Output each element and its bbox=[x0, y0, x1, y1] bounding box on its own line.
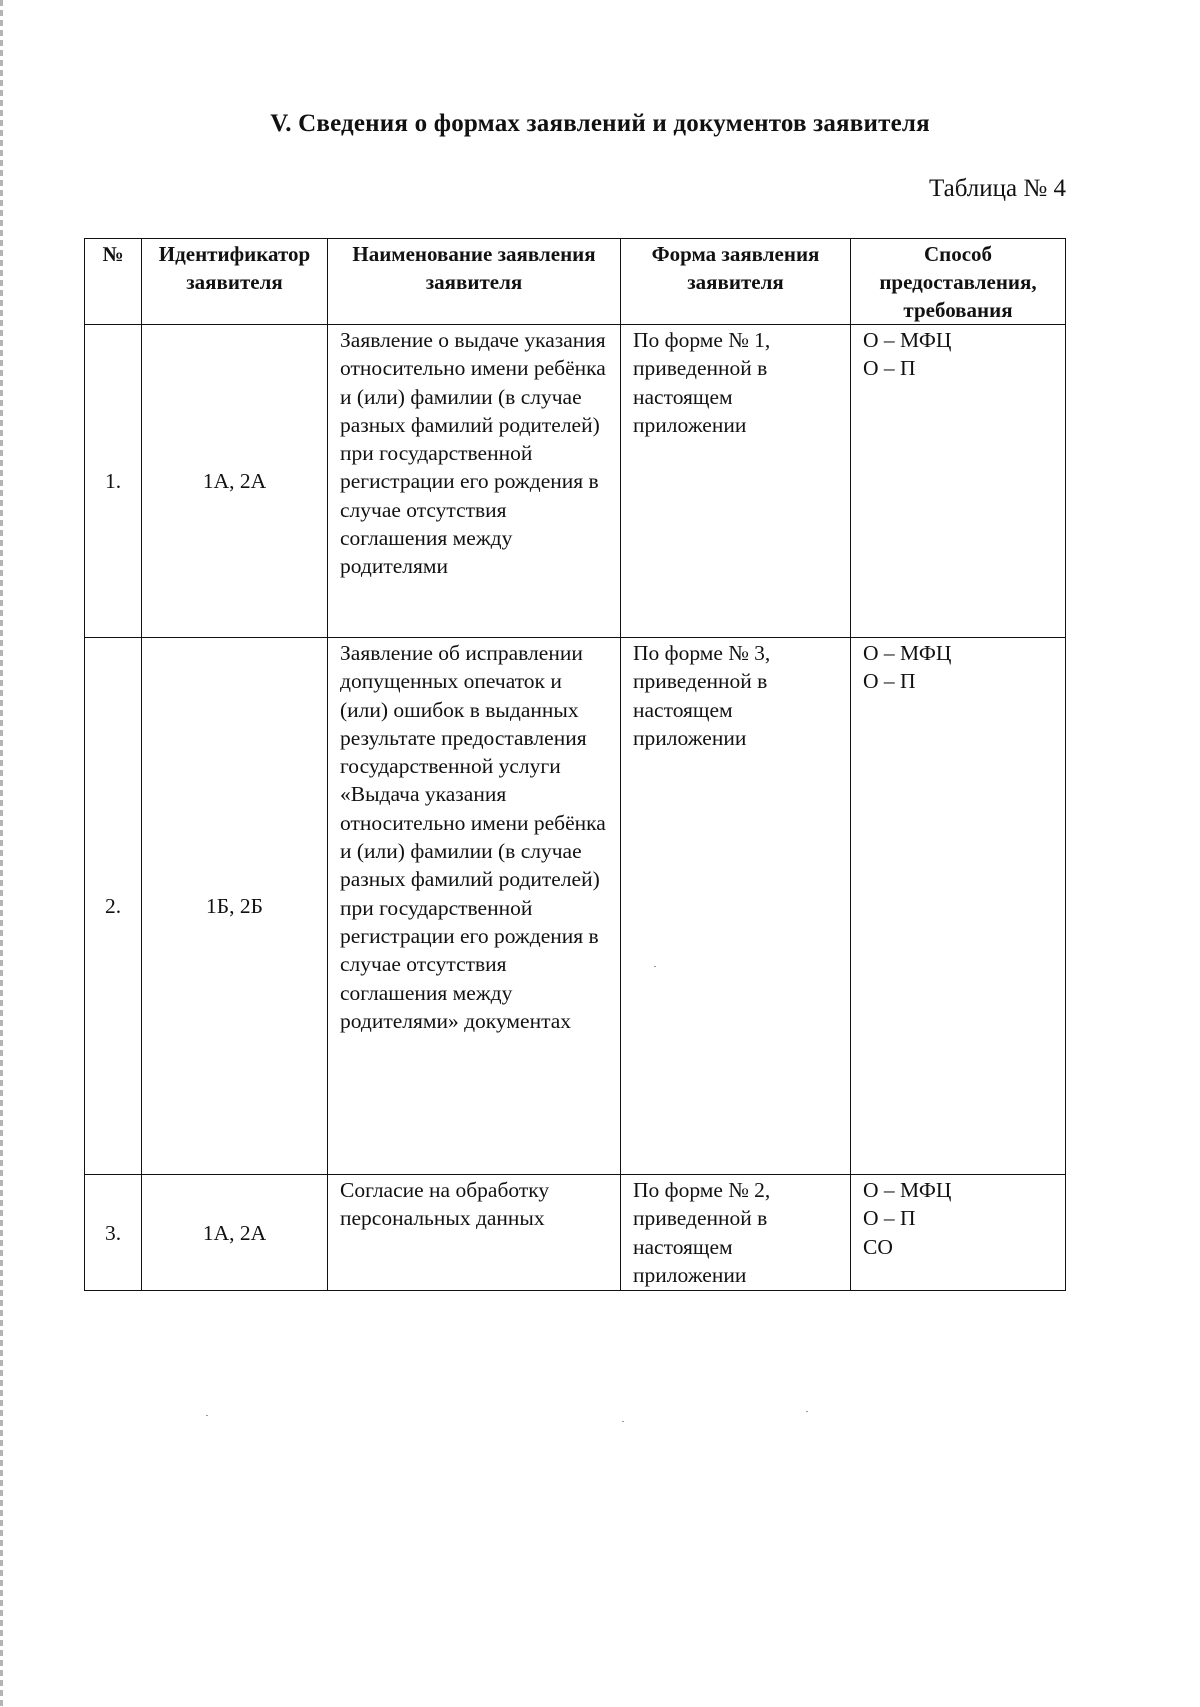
row-name: Заявление о выдаче указания относительно имени ребёнка и (или) фамилии (в случае разных фамилий родителей) при государственной регистрации его рождения в случае отсутствия соглашения между родителями bbox=[328, 325, 621, 638]
row-number: 1. bbox=[85, 325, 142, 638]
row-method: О – МФЦ О – П bbox=[851, 325, 1066, 638]
table-label: Таблица № 4 bbox=[928, 175, 1066, 202]
header-identifier: Идентификатор заявителя bbox=[142, 239, 328, 325]
scan-edge-mark bbox=[0, 0, 3, 1707]
row-name: Согласие на обработку персональных данных bbox=[328, 1175, 621, 1291]
table-row bbox=[85, 325, 1066, 638]
header-method: Способ предоставления, требования bbox=[851, 239, 1066, 325]
scan-speck bbox=[806, 1411, 808, 1412]
applications-table bbox=[84, 238, 1066, 1291]
table-row bbox=[85, 638, 1066, 1175]
row-method: О – МФЦ О – П bbox=[851, 638, 1066, 1175]
row-name: Заявление об исправлении допущенных опечаток и (или) ошибок в выданных результате предоставления государственной услуги «Выдача указания относительно имени ребёнка и (или) фамилии (в случае разных фамилий родителей) при государственной регистрации его рождения в случае отсутствия соглашения между родителями» документах bbox=[328, 638, 621, 1175]
scan-speck bbox=[654, 966, 656, 967]
header-form: Форма заявления заявителя bbox=[621, 239, 851, 325]
row-form: По форме № 1, приведенной в настоящем приложении bbox=[621, 325, 851, 638]
table-header-row bbox=[85, 239, 1066, 325]
header-number: № bbox=[85, 239, 142, 325]
row-form: По форме № 2, приведенной в настоящем приложении bbox=[621, 1175, 851, 1291]
header-name: Наименование заявления заявителя bbox=[328, 239, 621, 325]
table-row bbox=[85, 1175, 1066, 1291]
row-identifier: 1Б, 2Б bbox=[142, 638, 328, 1175]
row-identifier: 1А, 2А bbox=[142, 1175, 328, 1291]
row-number: 3. bbox=[85, 1175, 142, 1291]
row-number: 2. bbox=[85, 638, 142, 1175]
section-title: V. Сведения о формах заявлений и документов заявителя bbox=[270, 110, 930, 137]
row-method: О – МФЦ О – П СО bbox=[851, 1175, 1066, 1291]
scan-speck bbox=[622, 1421, 624, 1422]
scan-speck bbox=[206, 1415, 208, 1416]
row-identifier: 1А, 2А bbox=[142, 325, 328, 638]
row-form: По форме № 3, приведенной в настоящем приложении bbox=[621, 638, 851, 1175]
